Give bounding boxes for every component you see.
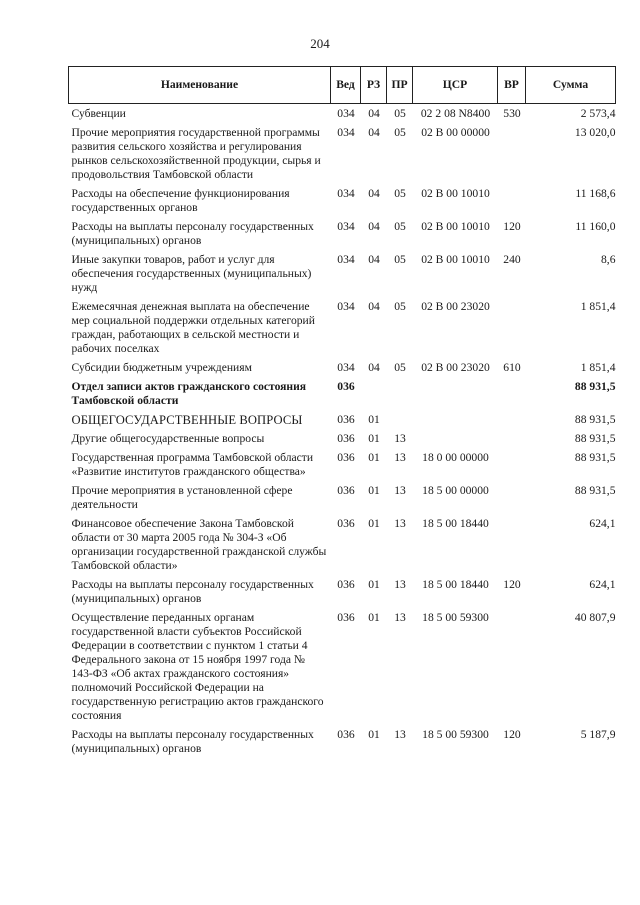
- cell-rz: 01: [368, 413, 380, 426]
- cell-rz: 01: [368, 484, 380, 497]
- cell-rz: 01: [368, 611, 380, 624]
- cell-vr: [498, 432, 526, 451]
- cell-rz: 04: [368, 126, 380, 139]
- table-row: [69, 300, 616, 361]
- cell-sum: 624,1: [589, 517, 616, 530]
- cell-vr: [498, 380, 526, 413]
- cell-ved: 036: [337, 484, 355, 497]
- cell-pr: 05: [394, 187, 406, 200]
- cell-ved: 034: [337, 300, 355, 313]
- cell-pr: 13: [394, 611, 406, 624]
- cell-csr: 18 0 00 00000: [422, 451, 489, 464]
- cell-ved: 034: [337, 220, 355, 233]
- cell-rz: 01: [368, 517, 380, 530]
- cell-csr: [413, 380, 498, 413]
- cell-name: Государственная программа Тамбовской области «Развитие институтов гражданского общества»: [71, 451, 314, 478]
- cell-name: Прочие мероприятия государственной программы развития сельского хозяйства и регулирования рынков сельскохозяйственной продукции, сырья и продовольствия Тамбовской области: [71, 126, 321, 181]
- table-body: [69, 104, 616, 762]
- header-pr: ПР: [387, 67, 413, 104]
- cell-ved: 036: [337, 380, 355, 393]
- cell-name: Другие общегосударственные вопросы: [71, 432, 265, 445]
- cell-ved: 034: [337, 126, 355, 139]
- cell-vr: [498, 451, 526, 484]
- table-row: [69, 380, 616, 413]
- table-row: [69, 104, 616, 127]
- cell-sum: 1 851,4: [580, 361, 616, 374]
- cell-name: Ежемесячная денежная выплата на обеспечение мер социальной поддержки отдельных категорий граждан, работающих в сельской местности и рабочих поселках: [71, 300, 315, 355]
- cell-sum: 13 020,0: [574, 126, 616, 139]
- cell-vr: 610: [503, 361, 521, 374]
- cell-vr: [498, 187, 526, 220]
- cell-vr: 120: [503, 728, 521, 741]
- cell-csr: 18 5 00 18440: [422, 578, 489, 591]
- cell-sum: 88 931,5: [574, 380, 616, 393]
- header-vr: ВР: [498, 67, 526, 104]
- cell-name: Расходы на обеспечение функционирования государственных органов: [71, 187, 290, 214]
- cell-name: Субсидии бюджетным учреждениям: [71, 361, 252, 374]
- header-name: Наименование: [69, 67, 331, 104]
- cell-vr: 120: [503, 220, 521, 233]
- header-csr: ЦСР: [413, 67, 498, 104]
- cell-vr: 120: [503, 578, 521, 591]
- cell-rz: 04: [368, 107, 380, 120]
- cell-csr: [413, 432, 498, 451]
- cell-pr: [387, 380, 413, 413]
- cell-name: Субвенции: [71, 107, 126, 120]
- cell-csr: 02 2 08 N8400: [420, 107, 491, 120]
- table-row: [69, 253, 616, 300]
- cell-name: Финансовое обеспечение Закона Тамбовской области от 30 марта 2005 года № 304-З «Об организации государственной гражданской службы Тамбовской области»: [71, 517, 327, 572]
- cell-pr: 13: [394, 517, 406, 530]
- cell-vr: [498, 517, 526, 578]
- cell-csr: 18 5 00 18440: [422, 517, 489, 530]
- header-rz: РЗ: [361, 67, 387, 104]
- table-row: [69, 126, 616, 187]
- cell-ved: 036: [337, 578, 355, 591]
- table-row: [69, 728, 616, 761]
- cell-vr: [498, 484, 526, 517]
- table-header: [69, 67, 616, 104]
- cell-csr: 02 В 00 23020: [421, 300, 490, 313]
- cell-pr: 05: [394, 126, 406, 139]
- cell-rz: 04: [368, 253, 380, 266]
- cell-pr: 13: [394, 728, 406, 741]
- cell-ved: 034: [337, 253, 355, 266]
- cell-csr: 02 В 00 10010: [421, 220, 490, 233]
- cell-sum: 40 807,9: [574, 611, 616, 624]
- header-sum: Сумма: [526, 67, 616, 104]
- table-row: [69, 413, 616, 432]
- cell-name: Осуществление переданных органам государственной власти субъектов Российской Федерации в соответствии с пунктом 1 статьи 4 Федерального закона от 15 ноября 1997 года № 143-ФЗ «Об актах гражданского состояния» полномочий Российской Федерации на государственную регистрацию актов гражданского состояния: [71, 611, 324, 722]
- cell-ved: 036: [337, 413, 355, 426]
- cell-csr: 18 5 00 00000: [422, 484, 489, 497]
- cell-csr: 02 В 00 10010: [421, 253, 490, 266]
- cell-name: Расходы на выплаты персоналу государственных (муниципальных) органов: [71, 220, 314, 247]
- cell-rz: 04: [368, 220, 380, 233]
- cell-ved: 036: [337, 728, 355, 741]
- cell-vr: [498, 300, 526, 361]
- cell-ved: 036: [337, 611, 355, 624]
- table-row: [69, 361, 616, 380]
- cell-ved: 036: [337, 432, 355, 445]
- table-row: [69, 611, 616, 728]
- table-row: [69, 220, 616, 253]
- table-row: [69, 187, 616, 220]
- cell-pr: 05: [394, 300, 406, 313]
- cell-pr: 13: [394, 578, 406, 591]
- cell-sum: 88 931,5: [574, 413, 616, 426]
- cell-vr: [498, 611, 526, 728]
- table-row: [69, 484, 616, 517]
- cell-ved: 036: [337, 451, 355, 464]
- cell-ved: 036: [337, 517, 355, 530]
- cell-sum: 5 187,9: [580, 728, 616, 741]
- cell-ved: 034: [337, 361, 355, 374]
- cell-pr: 13: [394, 451, 406, 464]
- table-row: [69, 578, 616, 611]
- cell-name: Расходы на выплаты персоналу государственных (муниципальных) органов: [71, 728, 314, 755]
- cell-rz: 01: [368, 578, 380, 591]
- header-ved: Вед: [331, 67, 361, 104]
- cell-sum: 88 931,5: [574, 451, 616, 464]
- table-row: [69, 517, 616, 578]
- cell-csr: 18 5 00 59300: [422, 611, 489, 624]
- cell-rz: 01: [368, 432, 380, 445]
- cell-name: Иные закупки товаров, работ и услуг для обеспечения государственных (муниципальных) нужд: [71, 253, 312, 294]
- table-row: [69, 432, 616, 451]
- cell-rz: [361, 380, 387, 413]
- cell-csr: 02 В 00 23020: [421, 361, 490, 374]
- budget-table: [68, 66, 616, 761]
- cell-pr: 13: [394, 432, 406, 445]
- cell-sum: 2 573,4: [580, 107, 616, 120]
- cell-rz: 04: [368, 361, 380, 374]
- cell-rz: 01: [368, 451, 380, 464]
- cell-csr: [413, 413, 498, 432]
- cell-pr: [387, 413, 413, 432]
- cell-vr: [498, 126, 526, 187]
- cell-pr: 05: [394, 361, 406, 374]
- cell-vr: 240: [503, 253, 521, 266]
- cell-sum: 8,6: [601, 253, 616, 266]
- cell-sum: 11 168,6: [575, 187, 616, 200]
- cell-csr: 02 В 00 10010: [421, 187, 490, 200]
- cell-sum: 88 931,5: [574, 432, 616, 445]
- cell-sum: 1 851,4: [580, 300, 616, 313]
- cell-pr: 05: [394, 220, 406, 233]
- cell-sum: 88 931,5: [574, 484, 616, 497]
- cell-pr: 13: [394, 484, 406, 497]
- cell-vr: [498, 413, 526, 432]
- cell-rz: 04: [368, 187, 380, 200]
- page-number: 204: [310, 36, 330, 51]
- cell-csr: 02 В 00 00000: [421, 126, 490, 139]
- cell-sum: 11 160,0: [575, 220, 616, 233]
- cell-name: Прочие мероприятия в установленной сфере деятельности: [71, 484, 293, 511]
- cell-vr: 530: [503, 107, 521, 120]
- cell-rz: 04: [368, 300, 380, 313]
- cell-ved: 034: [337, 107, 355, 120]
- cell-pr: 05: [394, 107, 406, 120]
- cell-csr: 18 5 00 59300: [422, 728, 489, 741]
- cell-sum: 624,1: [589, 578, 616, 591]
- cell-rz: 01: [368, 728, 380, 741]
- cell-ved: 034: [337, 187, 355, 200]
- cell-name: ОБЩЕГОСУДАРСТВЕННЫЕ ВОПРОСЫ: [71, 413, 303, 427]
- cell-name: Отдел записи актов гражданского состояния Тамбовской области: [71, 380, 307, 407]
- table-row: [69, 451, 616, 484]
- cell-pr: 05: [394, 253, 406, 266]
- cell-name: Расходы на выплаты персоналу государственных (муниципальных) органов: [71, 578, 314, 605]
